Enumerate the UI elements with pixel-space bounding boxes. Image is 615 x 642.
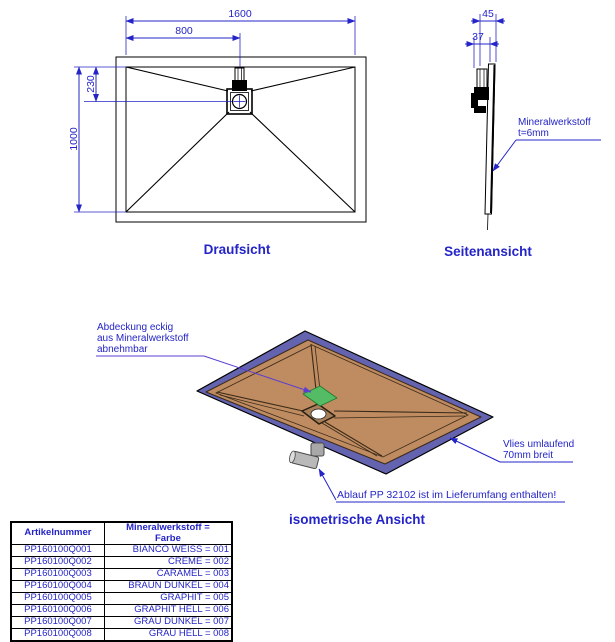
vlies-leader-line <box>450 438 500 462</box>
table-header-row <box>11 522 232 545</box>
table-row <box>11 545 232 557</box>
farbe-cell: BRAUN DUNKEL = 004 <box>104 581 232 593</box>
material-note-line2: t=6mm <box>518 128 549 139</box>
side-view <box>444 8 601 259</box>
slab-back-edge <box>491 65 495 213</box>
table-row <box>11 569 232 581</box>
farbe-cell: GRAPHIT HELL = 006 <box>104 605 232 617</box>
iso-view-title: isometrische Ansicht <box>288 512 426 527</box>
cover-note-line1: Abdeckung eckig <box>97 322 174 333</box>
artikelnummer-cell: PP160100Q003 <box>11 569 104 581</box>
farbe-cell: GRAPHIT = 005 <box>104 593 232 605</box>
drain-hole-iso <box>311 409 326 419</box>
artikelnummer-cell: PP160100Q001 <box>11 545 104 557</box>
dimension-800 <box>126 25 240 67</box>
table-row <box>11 605 232 617</box>
dimension-1000 <box>68 67 126 212</box>
artikelnummer-cell: PP160100Q004 <box>11 581 104 593</box>
farbe-cell: GRAU DUNKEL = 007 <box>104 617 232 629</box>
dim-37-label: 37 <box>472 31 484 43</box>
header-artikelnummer: Artikelnummer <box>11 522 104 545</box>
parts-table <box>10 521 233 642</box>
artikelnummer-cell: PP160100Q005 <box>11 593 104 605</box>
top-view <box>68 8 366 257</box>
dimension-230 <box>74 67 232 102</box>
dimension-1600 <box>126 8 355 55</box>
drain-leader-line <box>319 469 336 500</box>
drain-note: Ablauf PP 32102 ist im Lieferumfang enthalten! <box>337 489 557 501</box>
material-annotation <box>493 117 601 171</box>
material-leader-line <box>493 140 516 171</box>
iso-view <box>96 322 574 527</box>
dim-45-label: 45 <box>482 8 494 20</box>
artikelnummer-cell: PP160100Q006 <box>11 605 104 617</box>
cover-note-line2: aus Mineralwerkstoff <box>97 333 189 344</box>
dim-1000-label: 1000 <box>68 127 80 151</box>
farbe-cell: BIANCO WEISS = 001 <box>104 545 232 557</box>
table-row <box>11 617 232 629</box>
artikelnummer-cell: PP160100Q008 <box>11 629 104 642</box>
table-row <box>11 581 232 593</box>
farbe-cell: CREME = 002 <box>104 557 232 569</box>
farbe-cell: CARAMEL = 003 <box>104 569 232 581</box>
dim-1600-label: 1600 <box>228 8 252 20</box>
cover-note-line3: abnehmbar <box>97 344 148 355</box>
top-view-title: Draufsicht <box>203 242 271 257</box>
drain-annotation <box>319 469 565 502</box>
dim-800-label: 800 <box>175 25 193 37</box>
header-farbe: Mineralwerkstoff = Farbe <box>104 522 232 545</box>
artikelnummer-cell: PP160100Q007 <box>11 617 104 629</box>
drain-side-view <box>471 69 489 113</box>
material-note-line1: Mineralwerkstoff <box>518 117 591 128</box>
vlies-note-line1: Vlies umlaufend <box>503 439 575 450</box>
farbe-cell: GRAU HELL = 008 <box>104 629 232 642</box>
artikelnummer-cell: PP160100Q002 <box>11 557 104 569</box>
vlies-annotation <box>450 438 574 462</box>
table-row <box>11 593 232 605</box>
table-row <box>11 557 232 569</box>
drain-top-view <box>227 68 252 114</box>
vlies-note-line2: 70mm breit <box>503 450 554 461</box>
side-view-title: Seitenansicht <box>444 244 532 259</box>
drain-pipe-iso <box>288 443 324 469</box>
dim-230-label: 230 <box>85 75 97 93</box>
table-row <box>11 629 232 642</box>
dimension-37 <box>465 31 499 68</box>
